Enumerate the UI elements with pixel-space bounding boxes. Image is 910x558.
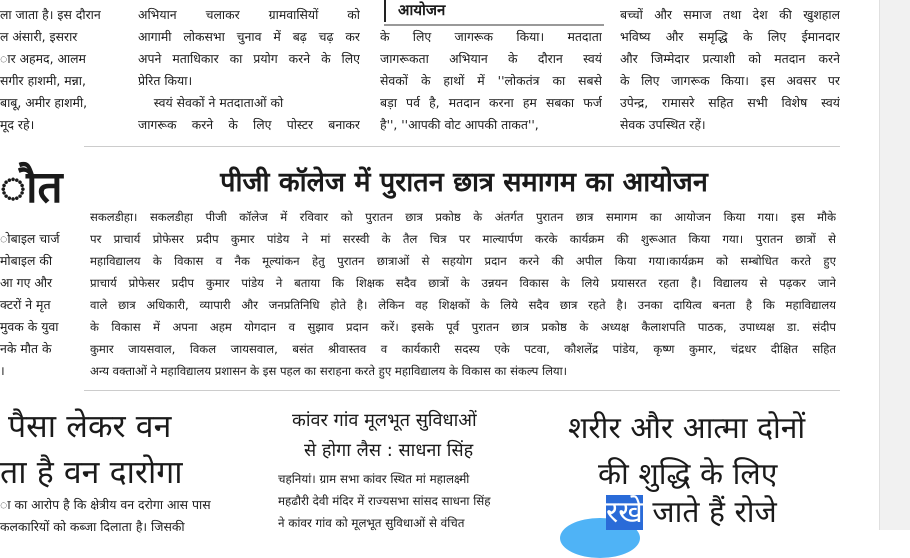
article-line: प्राचार्य प्रोफेसर प्रदीप कुमार पांडेय ने बताया कि शिक्षक सदैव छात्रों के उन्नयन विकास के लिये प्रयासरत रहता है। विद्यालय से पढ़कर जाने xyxy=(90,276,836,290)
text-line: प्रेरित किया। xyxy=(138,73,193,88)
text-line: सगीर हाशमी, मन्ना, xyxy=(0,73,86,88)
text-line: और जिम्मेदार प्रत्याशी को मतदान करने xyxy=(620,51,840,66)
column-four xyxy=(620,4,840,136)
text-line: स्वयं सेवकों ने मतदाताओं को xyxy=(138,95,284,110)
selected-text[interactable]: रखे xyxy=(606,495,643,530)
left-edge-big-text: ौत xyxy=(0,162,63,213)
text-line: है'', ''आपकी वोट आपकी ताकत'', xyxy=(380,117,539,132)
text-line: ने कांवर गांव को मूलभूत सुविधाओं से वंचित xyxy=(278,516,465,530)
text-line: नके मौत के xyxy=(0,341,52,356)
section-rule-bottom xyxy=(84,390,840,391)
column-three-heading: आयोजन xyxy=(398,1,446,19)
text-line: मूद रहे। xyxy=(0,117,35,132)
text-line: जागरूकता अभियान के दौरान स्वयं xyxy=(380,51,602,66)
left-edge-column xyxy=(0,228,70,382)
text-line: ल अंसारी, इसरार xyxy=(0,29,78,44)
main-headline: पीजी कॉलेज में पुरातन छात्र समागम का आयोजन xyxy=(220,167,708,198)
column-two xyxy=(138,4,360,136)
bottom-left-text xyxy=(0,494,262,538)
bottom-right-title-1: शरीर और आत्मा दोनों xyxy=(568,411,806,446)
bottom-left-title-1: पैसा लेकर वन xyxy=(8,407,172,445)
article-line: सकलडीहा। सकलडीहा पीजी कॉलेज में रविवार को पुरातन छात्र प्रकोष्ठ के अंतर्गत पुरातन छात्र समागम का आयोजन किया गया। इस मौके xyxy=(90,210,836,224)
scrollbar[interactable] xyxy=(879,0,910,530)
article-line: कुमार जायसवाल, विकल जायसवाल, बसंत श्रीवास्तव व कार्यकारी सदस्य एके पटवा, कौशलेंद्र पांडेय, कृष्ण कुमार, चंद्रधर दीक्षित सहित xyxy=(90,342,836,356)
text-line: ला जाता है। इस दौरान xyxy=(0,7,101,22)
text-line: क्टरों ने मृत xyxy=(0,297,51,312)
left-column-top xyxy=(0,4,128,136)
column-three xyxy=(380,26,602,136)
text-line: आगामी लोकसभा चुनाव में बढ़ चढ़ कर xyxy=(138,29,360,44)
article-line: महाविद्यालय के विकास व नैक मूल्यांकन हेतु पुरातन छात्राओं से सहयोग प्रदान करने की अपील किया गया।कार्यक्रम को सम्बोधित करते हुए xyxy=(90,254,836,268)
bottom-right-title-2: की शुद्धि के लिए xyxy=(598,457,778,492)
text-line: के लिए जागरूक किया। इस अवसर पर xyxy=(620,73,840,88)
main-article xyxy=(90,206,836,382)
bottom-right-title-3 xyxy=(606,490,777,531)
article-line: के विकास में अपना अहम योगदान व सुझाव प्रदान करें। इसके पूर्व पुरातन छात्र प्रकोष्ठ के अध्यक्ष कैलाशपति पाठक, उपाध्यक्ष डा. संदीप xyxy=(90,320,836,334)
bottom-mid-text xyxy=(278,468,538,534)
article-line: वाले छात्र अधिकारी, व्यापारी और जनप्रतिनिधि होते है। लेकिन वह शिक्षकों के लिये सदैव छात्र रहते है। उनका दायित्व बनता है कि महाविद्यालय xyxy=(90,298,836,312)
bottom-mid-title-1: कांवर गांव मूलभूत सुविधाओं xyxy=(292,410,477,431)
column-three-divider xyxy=(384,0,386,22)
section-rule-top xyxy=(84,146,840,147)
text-line: महढौरी देवी मंदिर में राज्यसभा सांसद साधना सिंह xyxy=(278,494,491,508)
text-line: जागरूक करने के लिए पोस्टर बनाकर xyxy=(138,117,360,132)
text-line: के लिए जागरूक किया। मतदाता xyxy=(380,29,602,44)
text-line: मुवक के युवा xyxy=(0,319,59,334)
text-line: अभियान चलाकर ग्रामवासियों को xyxy=(138,7,360,22)
text-line: । xyxy=(0,363,5,378)
text-line: सेवकों के हाथों में ''लोकतंत्र का सबसे xyxy=(380,73,602,88)
text-line: बाबू, अमीर हाशमी, xyxy=(0,95,88,110)
text-line: अपने मताधिकार का प्रयोग करने के लिए xyxy=(138,51,360,66)
article-line: पर प्राचार्य प्रोफेसर प्रदीप कुमार पांडेय ने मां सरस्वी के तैल चित्र पर माल्यार्पण करके कार्यक्रम की शुरूआत किया गया। पुरातन छात्रों से xyxy=(90,232,836,246)
bottom-mid-title-2: से होगा लैस : साधना सिंह xyxy=(304,440,474,461)
article-line: अन्य वक्ताओं ने महाविद्यालय प्रशासन के इस पहल का सराहना करते हुए महाविद्यालय के विकास का संकल्प लिया। xyxy=(90,364,568,378)
bottom-left-title-2: ता है वन दारोगा xyxy=(0,453,183,491)
text-line: ोबाइल चार्ज xyxy=(0,231,60,246)
text-line: बच्चों और समाज तथा देश की खुशहाल xyxy=(620,7,840,22)
text-line: उपेन्द्र, रामासरे सहित सभी विशेष स्वयं xyxy=(620,95,840,110)
text-line: भविष्य और समृद्धि के लिए ईमानदार xyxy=(620,29,840,44)
text-line: ा का आरोप है कि क्षेत्रीय वन दरोगा आस पास xyxy=(0,497,211,512)
text-line: चहनियां। ग्राम सभा कांवर स्थित मां महालक्ष्मी xyxy=(278,472,470,486)
text-line: सेवक उपस्थित रहें। xyxy=(620,117,706,132)
text-line: मोबाइल की xyxy=(0,253,53,268)
text-line: कलकारियों को कब्जा दिलाता है। जिसकी xyxy=(0,519,185,534)
text-run: जाते हैं रोजे xyxy=(642,495,777,530)
text-line: बड़ा पर्व है, मतदान करना हम सबका फर्ज xyxy=(380,95,602,110)
text-line: ार अहमद, आलम xyxy=(0,51,86,66)
text-line: आ गए और xyxy=(0,275,53,290)
